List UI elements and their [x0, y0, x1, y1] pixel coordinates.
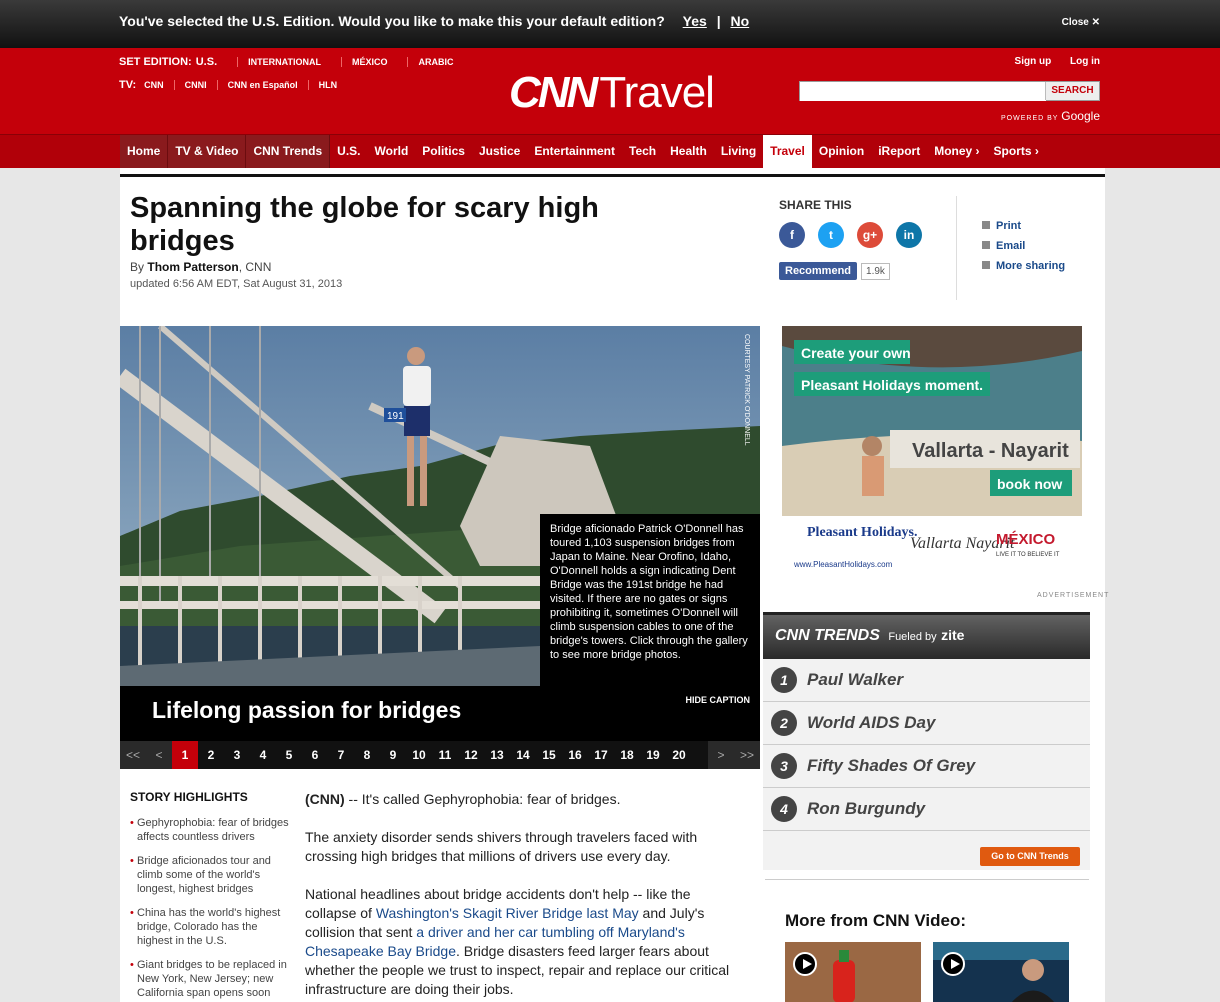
- tv-hln[interactable]: HLN: [308, 80, 348, 90]
- edition-mexico[interactable]: MÉXICO: [341, 57, 398, 67]
- ad-line2: Pleasant Holidays moment.: [801, 377, 984, 393]
- highlight-item: • Bridge aficionados tour and climb some of the world's longest, highest bridges: [130, 854, 295, 896]
- gallery-page-15[interactable]: 15: [542, 748, 556, 762]
- auth-links: [999, 56, 1100, 67]
- go-to-cnn-trends-button[interactable]: Go to CNN Trends: [980, 847, 1080, 866]
- ad-cta: book now: [997, 476, 1063, 492]
- more-sharing-link[interactable]: More sharing: [982, 260, 1065, 272]
- main-nav: [0, 134, 1220, 168]
- print-icon: [982, 221, 990, 229]
- linkedin-icon[interactable]: in: [896, 222, 922, 248]
- gallery-page-4[interactable]: 4: [259, 748, 267, 762]
- story-paragraph: (CNN) -- It's called Gephyrophobia: fear of bridges.: [305, 791, 621, 807]
- google-plus-icon[interactable]: g+: [857, 222, 883, 248]
- highlight-item: • China has the world's highest bridge, Colorado has the highest in the U.S.: [130, 906, 295, 948]
- nav-us[interactable]: U.S.: [337, 144, 361, 158]
- gallery-page-13[interactable]: 13: [490, 748, 504, 762]
- gallery-caption: Bridge aficionado Patrick O'Donnell has toured 1,103 suspension bridges from Japan to Maine. Near Orofino, Idaho, O'Donnell holds a sign indicating Dent Bridge was the 191st bridge he had visited. If there are no gates or signs prohibiting it, sometimes O'Donnell will climb suspension cables to one of the bridge's towers. Click through the gallery to see more bridge photos.: [540, 514, 760, 686]
- print-link[interactable]: Print: [982, 220, 1065, 232]
- nav-home[interactable]: Home: [120, 135, 168, 168]
- gallery-page-9[interactable]: 9: [389, 748, 397, 762]
- cnn-travel-logo[interactable]: [509, 70, 714, 116]
- nav-justice[interactable]: Justice: [478, 144, 521, 158]
- nav-entertainment[interactable]: Entertainment: [534, 144, 616, 158]
- search-button[interactable]: SEARCH: [1045, 82, 1099, 100]
- gallery-page-11[interactable]: 11: [438, 748, 452, 762]
- gallery-prev-button[interactable]: <: [146, 741, 172, 769]
- trend-label: Fifty Shades Of Grey: [807, 756, 976, 775]
- trends-fueled-by: Fueled by: [888, 631, 937, 643]
- byline-outlet: , CNN: [238, 260, 272, 274]
- gallery-next-controls: [708, 741, 760, 769]
- more-video-title: More from CNN Video:: [785, 911, 967, 930]
- gallery-pager: [120, 741, 760, 769]
- trend-label: Ron Burgundy: [807, 799, 926, 818]
- trend-number: 1: [771, 667, 797, 693]
- google-wordmark: Google: [1061, 109, 1100, 123]
- gallery-page-1[interactable]: 1: [172, 741, 198, 769]
- logo-section: Travel: [599, 68, 714, 117]
- recommend-row: [779, 262, 935, 280]
- hide-caption-button[interactable]: HIDE CAPTION: [685, 695, 750, 705]
- trends-header: [763, 615, 1090, 659]
- author-name[interactable]: Thom Patterson: [147, 260, 239, 274]
- highlights-title: STORY HIGHLIGHTS: [130, 790, 248, 804]
- edition-separator: |: [716, 13, 721, 29]
- share-panel: [779, 198, 935, 280]
- story-highlights: [130, 790, 295, 1002]
- gallery-page-14[interactable]: 14: [516, 748, 530, 762]
- updated-timestamp: updated 6:56 AM EDT, Sat August 31, 2013: [130, 278, 343, 290]
- story-body: [305, 790, 745, 1002]
- ad-brand3: MÉXICO: [996, 531, 1056, 548]
- share-divider: [956, 196, 957, 300]
- trend-label: World AIDS Day: [807, 713, 936, 732]
- zite-logo: zite: [941, 627, 965, 643]
- tv-label: TV:: [119, 79, 137, 91]
- set-edition-label: SET EDITION:: [119, 56, 192, 68]
- nav-tech[interactable]: Tech: [629, 144, 657, 158]
- gallery-page-17[interactable]: 17: [594, 748, 608, 762]
- gallery-page-7[interactable]: 7: [337, 748, 345, 762]
- share-icons: [779, 222, 935, 248]
- gallery-page-18[interactable]: 18: [620, 748, 634, 762]
- top-rule: [120, 174, 1105, 177]
- share-title: SHARE THIS: [779, 198, 852, 212]
- skagit-bridge-link[interactable]: Washington's Skagit River Bridge last May: [375, 905, 639, 921]
- edition-international[interactable]: INTERNATIONAL: [237, 57, 331, 67]
- photo-gallery: [120, 326, 760, 769]
- trend-number: 3: [771, 753, 797, 779]
- tv-cnn[interactable]: CNN: [144, 80, 164, 90]
- advertisement[interactable]: [782, 326, 1082, 576]
- edition-message-row: [119, 13, 755, 29]
- nav-living[interactable]: Living: [720, 144, 757, 158]
- highlight-item: • Gephyrophobia: fear of bridges affects countless drivers: [130, 816, 295, 844]
- nav-ireport[interactable]: iReport: [878, 144, 921, 158]
- nav-travel[interactable]: Travel: [763, 135, 812, 168]
- nav-politics[interactable]: Politics: [422, 144, 465, 158]
- powered-by-google: [1001, 109, 1100, 123]
- gallery-title: Lifelong passion for bridges: [152, 697, 462, 723]
- more-sharing-icon: [982, 261, 990, 269]
- trend-item[interactable]: [763, 745, 1090, 788]
- trend-item[interactable]: [763, 788, 1090, 831]
- share-links: [982, 220, 1065, 280]
- search-box: [799, 81, 1100, 101]
- ad-brand1: Pleasant Holidays.: [807, 525, 918, 540]
- gallery-page-3[interactable]: 3: [233, 748, 241, 762]
- sign-up-link[interactable]: Sign up: [1014, 56, 1052, 67]
- gallery-page-16[interactable]: 16: [568, 748, 582, 762]
- nav-cnn-trends[interactable]: CNN Trends: [246, 135, 330, 168]
- gallery-page-2[interactable]: 2: [207, 748, 215, 762]
- ad-creative: [782, 326, 1082, 576]
- play-icon: [941, 952, 965, 976]
- set-edition: [119, 56, 463, 68]
- story-dateline: (CNN): [305, 791, 345, 807]
- edition-us[interactable]: U.S.: [195, 56, 218, 68]
- trend-number: 4: [771, 796, 797, 822]
- email-icon: [982, 241, 990, 249]
- nav-tv-video[interactable]: TV & Video: [168, 135, 246, 168]
- site-header: [0, 48, 1220, 134]
- twitter-icon[interactable]: t: [818, 222, 844, 248]
- gallery-next-button[interactable]: >: [708, 741, 734, 769]
- video-thumbnail[interactable]: [933, 942, 1069, 1002]
- logo-cnn: CNN: [509, 68, 596, 117]
- email-link[interactable]: Email: [982, 240, 1065, 252]
- gallery-page-20[interactable]: 20: [672, 748, 686, 762]
- gallery-page-10[interactable]: 10: [412, 748, 426, 762]
- edition-arabic[interactable]: ARABIC: [407, 57, 463, 67]
- byline-prefix: By: [130, 260, 145, 274]
- photo-credit: COURTESY PATRICK O'DONNELL: [743, 334, 750, 446]
- recommend-count: 1.9k: [861, 263, 890, 280]
- edition-yes-link[interactable]: Yes: [682, 13, 707, 29]
- edition-close-button[interactable]: Close ✕: [1061, 17, 1100, 28]
- article-headline: Spanning the globe for scary high bridges: [130, 192, 599, 257]
- gallery-sign-number: 191: [387, 411, 404, 422]
- more-video-section: [765, 879, 1089, 1002]
- trends-title: CNN TRENDS: [775, 627, 880, 644]
- ad-brand1-url: www.PleasantHolidays.com: [794, 560, 893, 569]
- byline: [130, 260, 271, 274]
- trend-label: Paul Walker: [807, 670, 904, 689]
- log-in-link[interactable]: Log in: [1070, 56, 1100, 67]
- ad-brand3-tag: LIVE IT TO BELIEVE IT: [996, 552, 1060, 558]
- gallery-page-12[interactable]: 12: [464, 748, 478, 762]
- advertisement-label: ADVERTISEMENT: [1037, 592, 1110, 599]
- chesapeake-bridge-link[interactable]: a driver and her car tumbling off Maryland's Chesapeake Bay Bridge: [305, 924, 685, 959]
- facebook-icon[interactable]: f: [779, 222, 805, 248]
- trend-number: 2: [771, 710, 797, 736]
- gallery-first-button[interactable]: <<: [120, 741, 146, 769]
- tv-cnn-espanol[interactable]: CNN en Español: [217, 80, 308, 90]
- story-paragraph: The anxiety disorder sends shivers through travelers faced with crossing high bridges that millions of drivers use every day.: [305, 829, 698, 864]
- gallery-last-button[interactable]: >>: [734, 741, 760, 769]
- ad-brand2: Vallarta Nayarit: [910, 535, 1015, 552]
- trend-item[interactable]: [763, 702, 1090, 745]
- nav-money[interactable]: Money ›: [934, 144, 980, 158]
- gallery-page-6[interactable]: 6: [311, 748, 319, 762]
- gallery-page-8[interactable]: 8: [363, 748, 371, 762]
- ad-line1: Create your own: [801, 345, 911, 361]
- nav-sports[interactable]: Sports ›: [993, 144, 1039, 158]
- search-input[interactable]: [800, 83, 1046, 101]
- story-paragraph: National headlines about bridge accidents don't help -- like the collapse of Washington's Skagit River Bridge last May and July's collision that sent a driver and her car tumbling off Maryland's Chesapeake Bay Bridge. Bridge disasters feed larger fears about whether the people we trust to inspect, repair and replace our critical infrastructure are doing their jobs.: [305, 886, 730, 997]
- tv-cnni[interactable]: CNNI: [174, 80, 217, 90]
- trend-item[interactable]: [763, 659, 1090, 702]
- recommend-button[interactable]: Recommend: [779, 262, 857, 280]
- tv-channels: [119, 79, 347, 91]
- gallery-page-5[interactable]: 5: [285, 748, 293, 762]
- ad-destination: Vallarta - Nayarit: [912, 440, 1069, 462]
- nav-health[interactable]: Health: [670, 144, 707, 158]
- nav-opinion[interactable]: Opinion: [818, 144, 865, 158]
- video-thumbnail[interactable]: [785, 942, 921, 1002]
- gallery-page-19[interactable]: 19: [646, 748, 660, 762]
- edition-bar: [0, 0, 1220, 48]
- edition-message: You've selected the U.S. Edition. Would you like to make this your default edition?: [119, 13, 665, 29]
- play-icon: [793, 952, 817, 976]
- highlight-item: • Giant bridges to be replaced in New York, New Jersey; new California span opens soon: [130, 958, 295, 1000]
- nav-world[interactable]: World: [374, 144, 409, 158]
- powered-by-label: POWERED BY: [1001, 115, 1059, 122]
- page-content: [120, 168, 1110, 1002]
- edition-no-link[interactable]: No: [730, 13, 750, 29]
- cnn-trends-widget: [763, 612, 1090, 870]
